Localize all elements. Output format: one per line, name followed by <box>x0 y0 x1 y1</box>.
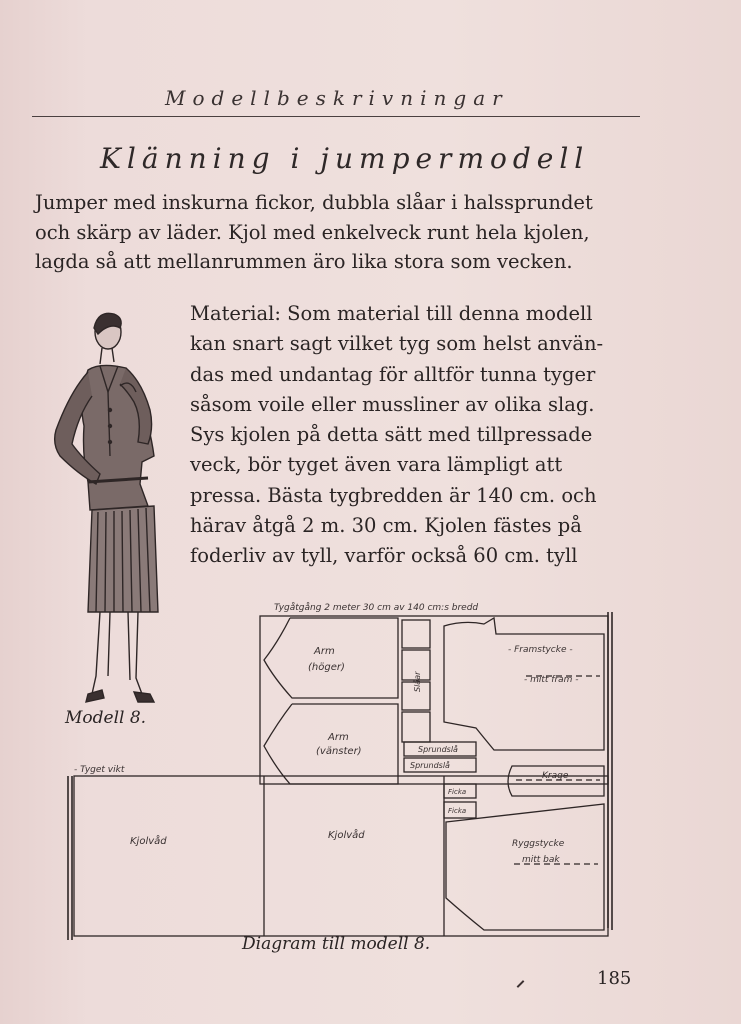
intro-line: Jumper med inskurna fickor, dubbla slåar i halssprundet <box>35 191 593 214</box>
piece-ficka-2: Ficka <box>448 807 467 815</box>
page-number: 185 <box>597 968 632 989</box>
piece-framstycke: - Framstycke - <box>508 645 573 655</box>
piece-sprundsla-2: Sprundslå <box>410 761 450 770</box>
piece-arm-left-side: (vänster) <box>316 746 362 757</box>
running-head: Modellbeskrivningar <box>165 86 509 110</box>
piece-slaar: Slåar <box>413 671 422 692</box>
piece-ficka-1: Ficka <box>448 788 467 796</box>
intro-paragraph <box>35 188 645 277</box>
figure-caption: Modell 8. <box>65 708 147 728</box>
piece-sprundsla-1: Sprundslå <box>418 745 458 754</box>
piece-arm-left: Arm <box>328 732 349 743</box>
piece-mitt-bak: mitt bak <box>522 855 560 865</box>
fold-label: - Tyget vikt <box>74 765 125 775</box>
page-title: Klänning i jumpermodell <box>100 142 590 175</box>
material-line: veck, bör tyget även vara lämpligt att <box>190 453 563 477</box>
piece-arm-right-side: (höger) <box>308 662 345 673</box>
piece-arm-right: Arm <box>314 646 335 657</box>
piece-kjolvad-2: Kjolvåd <box>328 830 365 841</box>
material-line: såsom voile eller mussliner av olika slag. <box>190 392 595 416</box>
header-rule <box>32 116 640 117</box>
cutting-diagram <box>64 598 624 943</box>
material-line: das med undantag för alltför tunna tyger <box>190 362 596 386</box>
piece-mitt-fram: - mitt fram - <box>524 675 579 685</box>
intro-line: och skärp av läder. Kjol med enkelveck runt hela kjolen, <box>35 220 590 244</box>
diagram-caption: Diagram till modell 8. <box>242 934 431 954</box>
piece-ryggstycke: Ryggstycke <box>512 839 565 849</box>
piece-krage: Krage <box>542 771 569 781</box>
material-line: foderliv av tyll, varför också 60 cm. tyll <box>190 544 578 568</box>
material-line: kan snart sagt vilket tyg som helst använ- <box>190 332 604 356</box>
material-line: härav åtgå 2 m. 30 cm. Kjolen fästes på <box>190 514 582 538</box>
intro-line: lagda så att mellanrummen äro lika stora som vecken. <box>35 250 573 273</box>
material-line: Material: Som material till denna modell <box>190 302 593 325</box>
piece-kjolvad-1: Kjolvåd <box>130 836 167 847</box>
material-line: Sys kjolen på detta sätt med tillpressade <box>190 423 593 447</box>
diagram-top-label: Tygåtgång 2 meter 30 cm av 140 cm:s bredd <box>274 603 479 613</box>
material-line: pressa. Bästa tygbredden är 140 cm. och <box>190 483 597 507</box>
material-paragraph <box>190 299 640 572</box>
